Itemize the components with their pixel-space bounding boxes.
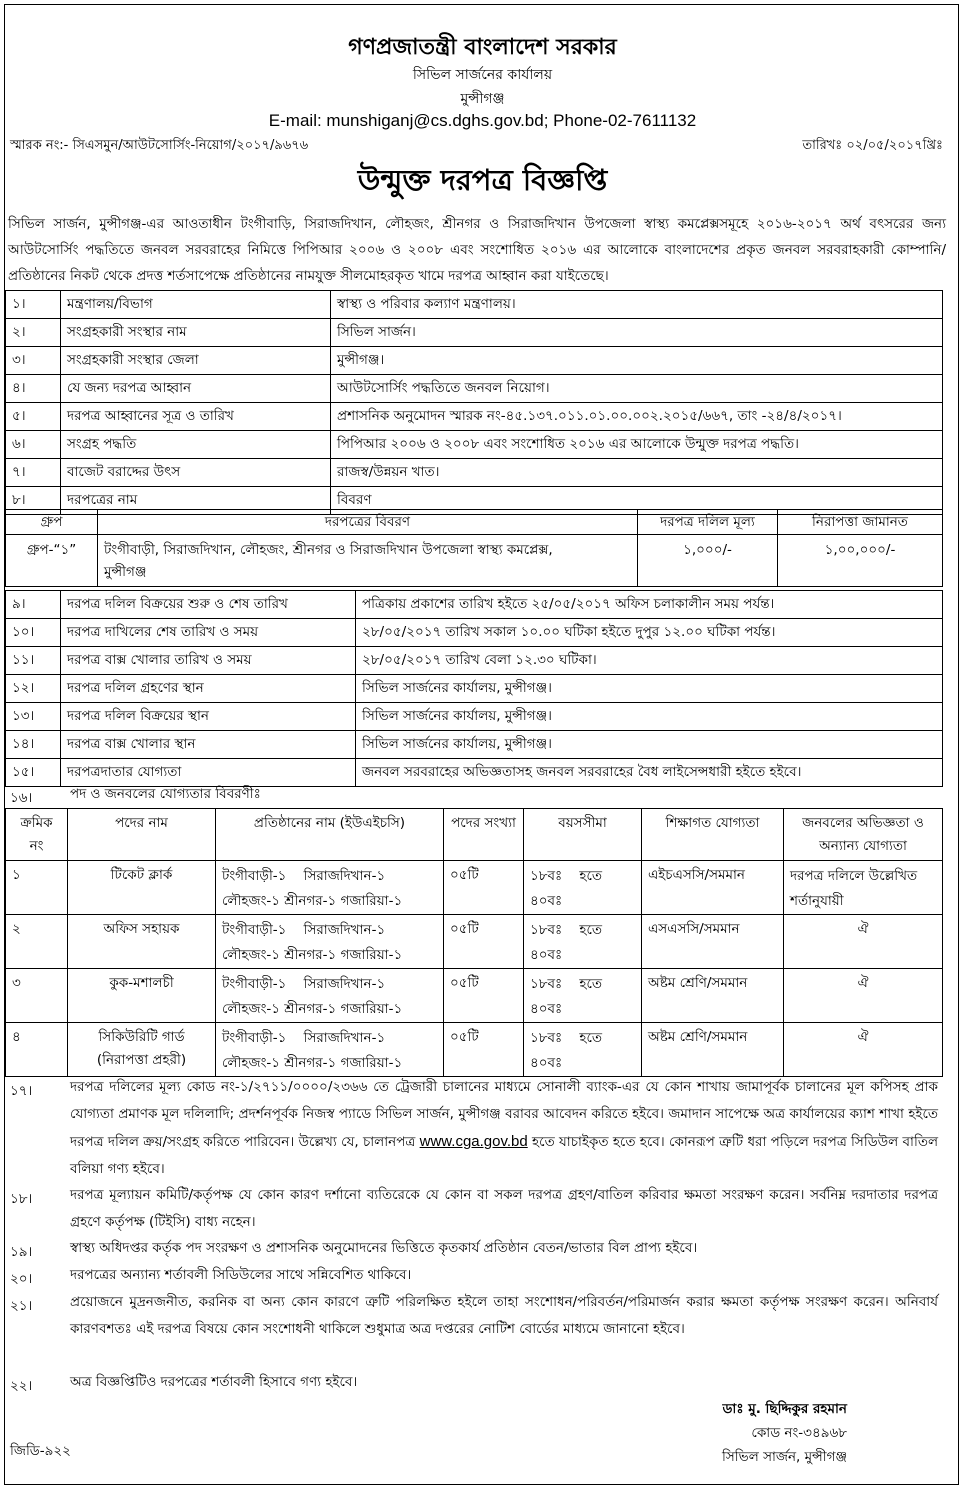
age-line1: ১৮বঃ হতে (530, 976, 603, 992)
position-row (6, 915, 943, 969)
pos-header-age: বয়সসীমা (524, 809, 642, 861)
clause-18-number: ১৮। (10, 1191, 33, 1207)
age-line2: ৪০বঃ (530, 893, 563, 909)
info-row (6, 403, 943, 431)
inst-line1: টংগীবাড়ী-১ সিরাজদিখান-১ (222, 922, 386, 938)
item-number: ৪। (6, 375, 61, 403)
group-header-price: দরপত্র দলিল মূল্য (638, 510, 778, 535)
info-row (6, 675, 943, 703)
pos-header-exp: জনবলের অভিজ্ঞতা ও অন্যান্য যোগ্যতা (784, 809, 943, 861)
item-label: সংগ্রহকারী সংস্থার নাম (61, 319, 331, 347)
clause-20-number: ২০। (10, 1271, 33, 1287)
position-experience: ঐ (784, 915, 943, 969)
group-header-desc: দরপত্রের বিবরণ (98, 510, 638, 535)
age-line2: ৪০বঃ (530, 947, 563, 963)
positions-table (5, 808, 943, 1077)
item-value: ২৮/০৫/২০১৭ তারিখ বেলা ১২.৩০ ঘটিকা। (356, 647, 943, 675)
item-value: জনবল সরবরাহের অভিজ্ঞতাসহ জনবল সরবরাহের বৈধ লাইসেন্সধারী হইতে হইবে। (356, 759, 943, 787)
item-label: বাজেট বরাদ্দের উৎস (61, 459, 331, 487)
position-count: ০৫টি (444, 969, 524, 1023)
group-table (5, 509, 943, 587)
age-line2: ৪০বঃ (530, 1055, 563, 1071)
clause-17-text-a: দরপত্র দলিলের মূল্য কোড নং-১/২৭১১/০০০০/২৩৬৬ তে ট্রেজারী চালানের মাধ্যমে সোনালী ব্যাংক-এর যে কোন শাখায় জামাপূর্বক চালানের মূল কপিসহ প্রাক যোগ্যতা প্রমাণক মূল দলিলাদি; প্রদর্শনপূর্বক নিজস্ব প্যাডে সিভিল সার্জন, মুন্সীগঞ্জ বরাবর আবেদন করিতে হইবে। জমাদান সাপেক্ষে অত্র কার্যালয়ের ক্যাশ শাখা হইতে দরপত্র দলিল ক্রয়/সংগ্রহ করিতে পারিবেন। উল্লেখ্য যে, চালানপত্র (70, 1079, 938, 1150)
item-value: সিভিল সার্জন। (331, 319, 943, 347)
office-name: সিভিল সার্জনের কার্যালয় (412, 67, 553, 83)
info-row (6, 703, 943, 731)
item-label: দরপত্রদাতার যোগ্যতা (61, 759, 356, 787)
item16-number: ১৬। (10, 790, 33, 806)
inst-line1: টংগীবাড়ী-১ সিরাজদিখান-১ (222, 868, 386, 884)
group-header-group: গ্রুপ (6, 510, 98, 535)
age-line1: ১৮বঃ হতে (530, 1030, 603, 1046)
intro-paragraph: সিভিল সার্জন, মুন্সীগঞ্জ-এর আওতাধীন টংগীবাড়ি, সিরাজদিখান, লৌহজং, শ্রীনগর ও সিরাজদিখান উপজেলা স্বাস্থ্য কমপ্লেক্সসমূহে ২০১৬-২০১৭ অর্থ বৎসরের জন্য আউটসোর্সিং পদ্ধতিতে জনবল সরবরাহের নিমিত্তে পিপিআর ২০০৬ ও ২০০৮ এবং সংশোধিত ২০১৬ এর আলোকে বাংলাদেশের প্রকৃত জনবল সরবরাহকারী কোম্পানি/প্রতিষ্ঠানের নিকট থেকে প্রদত্ত শর্তসাপেক্ষে প্রতিষ্ঠানের নামযুক্ত সীলমোহরকৃত খামে দরপত্র আহ্বান করা যাইতেছে। (8, 216, 946, 284)
item-label: সংগ্রহ পদ্ধতি (61, 431, 331, 459)
item-number: ১৪। (6, 731, 61, 759)
position-education: অষ্টম শ্রেণি/সমমান (642, 1023, 784, 1077)
inst-line2: লৌহজং-১ শ্রীনগর-১ গজারিয়া-১ (222, 893, 403, 909)
page-title: উন্মুক্ত দরপত্র বিজ্ঞপ্তি (357, 163, 608, 197)
group-desc-line1: টংগীবাড়ী, সিরাজদিখান, লৌহজং, শ্রীনগর ও সিরাজদিখান উপজেলা স্বাস্থ্য কমপ্লেক্স, (104, 542, 553, 558)
position-number: ৪ (6, 1023, 68, 1077)
position-number: ২ (6, 915, 68, 969)
item-label: দরপত্র দলিল বিক্রয়ের শুরু ও শেষ তারিখ (61, 591, 356, 619)
info-row (6, 375, 943, 403)
clause-17-number: ১৭। (10, 1083, 33, 1099)
footer-code: জিডি-৯২২ (10, 1443, 71, 1459)
item-label: দরপত্র বাক্স খোলার তারিখ ও সময় (61, 647, 356, 675)
info-table-a (5, 290, 943, 515)
item-number: ৩। (6, 347, 61, 375)
item-number: ১২। (6, 675, 61, 703)
inst-line1: টংগীবাড়ী-১ সিরাজদিখান-১ (222, 976, 386, 992)
item-label: দরপত্র আহ্বানের সূত্র ও তারিখ (61, 403, 331, 431)
position-experience: ঐ (784, 969, 943, 1023)
signatory-code: কোড নং-৩৪৯৬৮ (751, 1425, 847, 1441)
signatory-designation: সিভিল সার্জন, মুন্সীগঞ্জ (722, 1449, 847, 1465)
clause-17-text-b: হতে যাচাইকৃত হতে হবে। কোনরূপ ত্রুটি ধরা পড়িলে দরপত্র সিডিউল বাতিল বলিয়া গণ্য হইবে। (70, 1134, 939, 1177)
position-count: ০৫টি (444, 1023, 524, 1077)
item-number: ১। (6, 291, 61, 319)
item-value: স্বাস্থ্য ও পরিবার কল্যাণ মন্ত্রণালয়। (331, 291, 943, 319)
age-line1: ১৮বঃ হতে (530, 922, 603, 938)
item16-label: পদ ও জনবলের যোগ্যতার বিবরণীঃ (70, 786, 261, 802)
info-row (6, 619, 943, 647)
item-value: সিভিল সার্জনের কার্যালয়, মুন্সীগঞ্জ। (356, 703, 943, 731)
pos-header-count: পদের সংখ্যা (444, 809, 524, 861)
clause-20-text: দরপত্রের অন্যান্য শর্তাবলী সিডিউলের সাথে সন্নিবেশিত থাকিবে। (70, 1267, 412, 1283)
info-row (6, 431, 943, 459)
position-institutions (216, 915, 444, 969)
position-age (524, 969, 642, 1023)
info-row (6, 731, 943, 759)
pos-header-no: ক্রমিক নং (6, 809, 68, 861)
clause-22-text: অত্র বিজ্ঞপ্তিটিও দরপত্রের শর্তাবলী হিসাবে গণ্য হইবে। (70, 1374, 358, 1390)
position-education: এসএসসি/সমমান (642, 915, 784, 969)
inst-line2: লৌহজং-১ শ্রীনগর-১ গজারিয়া-১ (222, 1001, 403, 1017)
inst-line2: লৌহজং-১ শ্রীনগর-১ গজারিয়া-১ (222, 947, 403, 963)
item-value: মুন্সীগঞ্জ। (331, 347, 943, 375)
item-value: প্রশাসনিক অনুমোদন স্মারক নং-৪৫.১৩৭.০১১.০১.০০.০০২.২০১৫/৬৬৭, তাং -২৪/৪/২০১৭। (331, 403, 943, 431)
item-value: সিভিল সার্জনের কার্যালয়, মুন্সীগঞ্জ। (356, 731, 943, 759)
item-label: যে জন্য দরপত্র আহ্বান (61, 375, 331, 403)
clause-21-text: প্রয়োজনে মুদ্রনজনীত, করনিক বা অন্য কোন কারণে ত্রুটি পরিলক্ষিত হইলে তাহা সংশোধন/পরিবর্তন/পরিমার্জন করার ক্ষমতা কর্তৃপক্ষ সংরক্ষণ করেন। অনিবার্য কারণবশতঃ এই দরপত্র বিষয়ে কোন সংশোধনী থাকিলে শুধুমাত্র অত্র দপ্তরের নোটিশ বোর্ডের মাধ্যমে জানানো হইবে। (70, 1294, 938, 1337)
item-label: দরপত্র দলিল গ্রহণের স্থান (61, 675, 356, 703)
item-label: সংগ্রহকারী সংস্থার জেলা (61, 347, 331, 375)
district-name: মুন্সীগঞ্জ (460, 91, 505, 107)
item-number: ১০। (6, 619, 61, 647)
item-label: মন্ত্রণালয়/বিভাগ (61, 291, 331, 319)
item-value: পত্রিকায় প্রকাশের তারিখ হইতে ২৫/০৫/২০১৭ অফিস চলাকালীন সময় পর্যন্ত। (356, 591, 943, 619)
item-number: ১১। (6, 647, 61, 675)
item-number: ২। (6, 319, 61, 347)
info-row (6, 591, 943, 619)
position-age (524, 915, 642, 969)
item-label: দরপত্রের নাম (61, 487, 331, 515)
position-count: ০৫টি (444, 915, 524, 969)
memo-number: স্মারক নং:- সিএসমুন/আউটসোর্সিং-নিয়োগ/২০১৭/৯৬৭৬ (10, 138, 309, 153)
clause-21-number: ২১। (10, 1298, 33, 1314)
position-age (524, 1023, 642, 1077)
clause-18-text: দরপত্র মূল্যায়ন কমিটি/কর্তৃপক্ষ যে কোন কারণ দর্শানো ব্যতিরেকে যে কোন বা সকল দরপত্র গ্রহণ/বাতিল করিবার ক্ষমতা সংরক্ষণ করেন। সর্বনিম্ন দরদাতার দরপত্র গ্রহণে কর্তৃপক্ষ (টিইসি) বাধ্য নহেন। (70, 1187, 938, 1230)
item-value: রাজস্ব/উন্নয়ন খাত। (331, 459, 943, 487)
item-label: দরপত্র দলিল বিক্রয়ের স্থান (61, 703, 356, 731)
item-number: ৮। (6, 487, 61, 515)
position-experience: দরপত্র দলিলে উল্লেখিত শর্তানুযায়ী (784, 861, 943, 915)
info-row (6, 347, 943, 375)
group-desc (98, 535, 638, 587)
signatory-name: ডাঃ মু. ছিদ্দিকুর রহমান (722, 1401, 847, 1417)
position-name: কুক-মশালচী (68, 969, 216, 1023)
group-id: গ্রুপ-“১” (6, 535, 98, 587)
position-number: ৩ (6, 969, 68, 1023)
position-education: অষ্টম শ্রেণি/সমমান (642, 969, 784, 1023)
cga-link[interactable]: www.cga.gov.bd (419, 1133, 528, 1150)
item-value: পিপিআর ২০০৬ ও ২০০৮ এবং সংশোধিত ২০১৬ এর আলোকে উন্মুক্ত দরপত্র পদ্ধতি। (331, 431, 943, 459)
position-name: সিকিউরিটি গার্ড (নিরাপত্তা প্রহরী) (68, 1023, 216, 1077)
position-name: অফিস সহায়ক (68, 915, 216, 969)
position-institutions (216, 1023, 444, 1077)
pos-header-edu: শিক্ষাগত যোগ্যতা (642, 809, 784, 861)
age-line1: ১৮বঃ হতে (530, 868, 603, 884)
info-row (6, 291, 943, 319)
item-value: বিবরণ (331, 487, 943, 515)
info-row (6, 459, 943, 487)
item-value: আউটসোর্সিং পদ্ধতিতে জনবল নিয়োগ। (331, 375, 943, 403)
item-number: ৯। (6, 591, 61, 619)
item-number: ১৫। (6, 759, 61, 787)
group-header-security: নিরাপত্তা জামানত (778, 510, 943, 535)
item-label: দরপত্র দাখিলের শেষ তারিখ ও সময় (61, 619, 356, 647)
info-row (6, 647, 943, 675)
item-number: ৬। (6, 431, 61, 459)
position-row (6, 969, 943, 1023)
info-table-b (5, 590, 943, 787)
position-count: ০৫টি (444, 861, 524, 915)
position-row (6, 1023, 943, 1077)
position-institutions (216, 969, 444, 1023)
item-label: দরপত্র বাক্স খোলার স্থান (61, 731, 356, 759)
group-desc-line2: মুন্সীগঞ্জ (104, 564, 147, 580)
inst-line1: টংগীবাড়ী-১ সিরাজদিখান-১ (222, 1030, 386, 1046)
item-number: ১৩। (6, 703, 61, 731)
item-value: ২৮/০৫/২০১৭ তারিখ সকাল ১০.০০ ঘটিকা হইতে দুপুর ১২.০০ ঘটিকা পর্যন্ত। (356, 619, 943, 647)
govt-title: গণপ্রজাতন্ত্রী বাংলাদেশ সরকার (348, 35, 617, 60)
position-row (6, 861, 943, 915)
pos-header-inst: প্রতিষ্ঠানের নাম (ইউএইচসি) (216, 809, 444, 861)
age-line2: ৪০বঃ (530, 1001, 563, 1017)
position-age (524, 861, 642, 915)
position-name: টিকেট ক্লার্ক (68, 861, 216, 915)
group-security: ১,০০,০০০/- (778, 535, 943, 587)
clause-19-text: স্বাস্থ্য অধিদপ্তর কর্তৃক পদ সংরক্ষণ ও প্রশাসনিক অনুমোদনের ভিত্তিতে কৃতকার্য প্রতিষ্ঠান বেতন/ভাতার বিল প্রাপ্য হইবে। (70, 1240, 698, 1256)
inst-line2: লৌহজং-১ শ্রীনগর-১ গজারিয়া-১ (222, 1055, 403, 1071)
item-number: ৭। (6, 459, 61, 487)
position-institutions (216, 861, 444, 915)
pos-header-post: পদের নাম (68, 809, 216, 861)
item-number: ৫। (6, 403, 61, 431)
memo-date: তারিখঃ ০২/০৫/২০১৭খ্রিঃ (802, 138, 943, 153)
position-number: ১ (6, 861, 68, 915)
info-row (6, 319, 943, 347)
item-value: সিভিল সার্জনের কার্যালয়, মুন্সীগঞ্জ। (356, 675, 943, 703)
group-price: ১,০০০/- (638, 535, 778, 587)
clause-19-number: ১৯। (10, 1244, 33, 1260)
contact-line: E-mail: munshiganj@cs.dghs.gov.bd; Phone-02-7611132 (268, 111, 697, 130)
clause-17-text (70, 1074, 938, 1183)
position-education: এইচএসসি/সমমান (642, 861, 784, 915)
position-experience: ঐ (784, 1023, 943, 1077)
clause-22-number: ২২। (10, 1378, 33, 1394)
